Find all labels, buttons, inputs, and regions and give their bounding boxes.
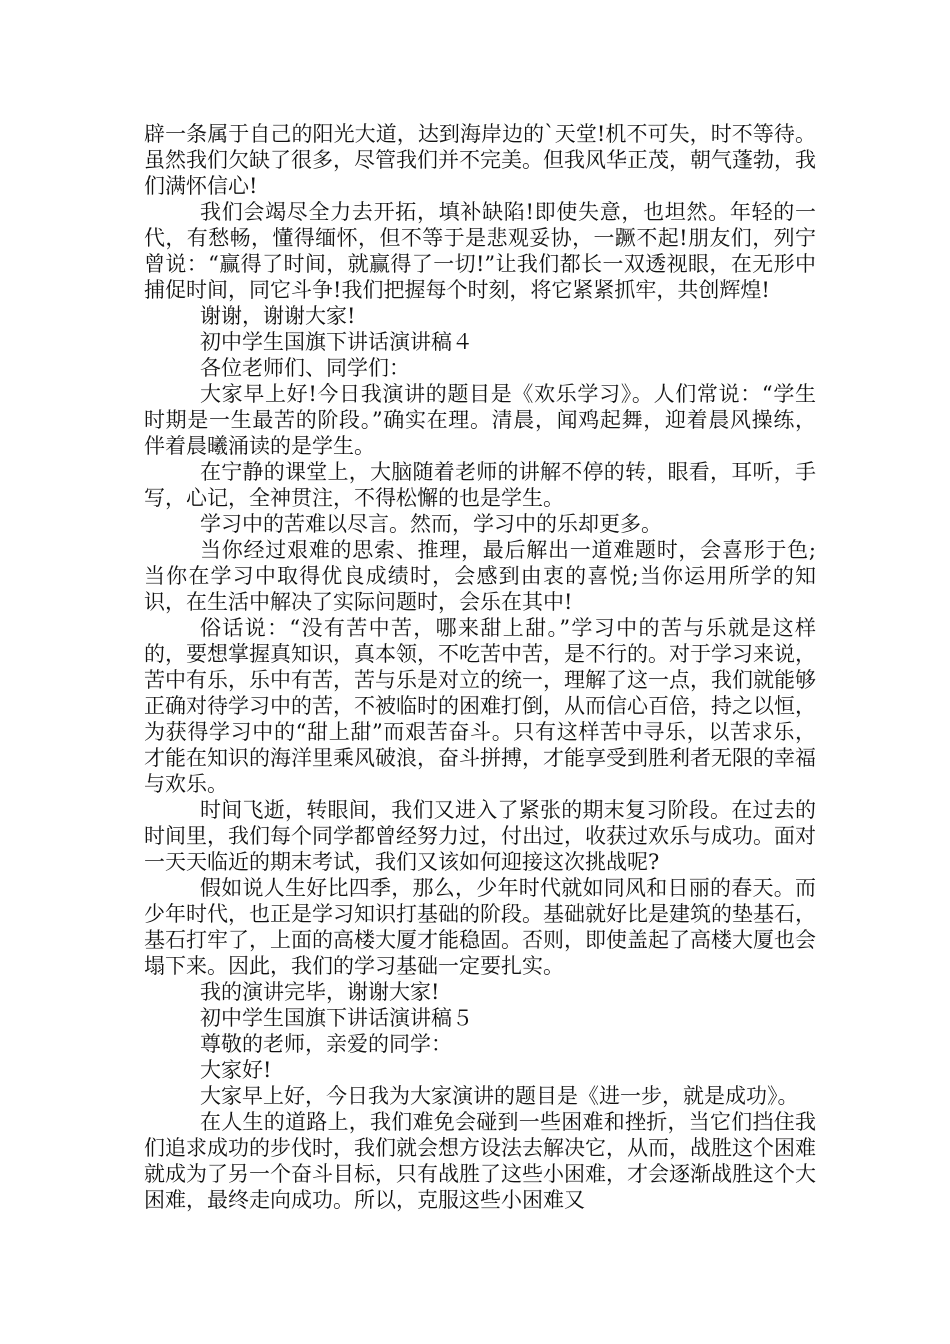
paragraph: 时间飞逝，转眼间，我们又进入了紧张的期末复习阶段。在过去的时间里，我们每个同学都曾经努力过，付出过，收获过欢乐与成功。面对一天天临近的期末考试，我们又该如何迎接这次挑战呢? <box>144 798 816 874</box>
closing-thanks: 我的演讲完毕，谢谢大家! <box>200 980 440 1004</box>
paragraph: 学习中的苦难以尽言。然而，学习中的乐却更多。 <box>200 512 662 536</box>
paragraph: 当你经过艰难的思索、推理，最后解出一道难题时，会喜形于色;当你在学习中取得优良成绩时，会感到由衷的喜悦;当你运用所学的知识，在生活中解决了实际问题时，会乐在其中! <box>144 538 816 614</box>
paragraph: 大家早上好!今日我演讲的题目是《欢乐学习》。人们常说：“学生时期是一生最苦的阶段。”确实在理。清晨，闻鸡起舞，迎着晨风操练，伴着晨曦涌读的是学生。 <box>144 382 816 458</box>
paragraph: 我们会竭尽全力去开拓，填补缺陷!即使失意，也坦然。年轻的一代，有愁畅，懂得缅怀，但不等于是悲观妥协，一蹶不起!朋友们，列宁曾说：“赢得了时间，就赢得了一切!”让我们都长一双透视眼，在无形中捕促时间，同它斗争!我们把握每个时刻，将它紧紧抓牢，共创辉煌! <box>144 200 816 302</box>
salutation: 各位老师们、同学们： <box>200 356 410 380</box>
speech-text-body <box>144 121 816 1213</box>
speech-title-4: 初中学生国旗下讲话演讲稿４ <box>200 330 473 354</box>
paragraph: 假如说人生好比四季，那么，少年时代就如同风和日丽的春天。而少年时代，也正是学习知识打基础的阶段。基础就好比是建筑的垫基石，基石打牢了，上面的高楼大厦才能稳固。否则，即使盖起了高楼大厦也会塌下来。因此，我们的学习基础一定要扎实。 <box>144 876 816 978</box>
greeting: 大家好! <box>200 1058 272 1082</box>
paragraph-continued: 辟一条属于自己的阳光大道，达到海岸边的`天堂!机不可失，时不等待。虽然我们欠缺了很多，尽管我们并不完美。但我风华正茂，朝气蓬勃，我们满怀信心! <box>144 122 816 198</box>
closing-thanks: 谢谢，谢谢大家! <box>200 304 356 328</box>
paragraph: 在人生的道路上，我们难免会碰到一些困难和挫折，当它们挡住我们追求成功的步伐时，我们就会想方设法去解决它，从而，战胜这个困难就成为了另一个奋斗目标，只有战胜了这些小困难，才会逐渐战胜这个大困难，最终走向成功。所以，克服这些小困难又 <box>144 1110 816 1212</box>
paragraph: 俗话说：“没有苦中苦，哪来甜上甜。”学习中的苦与乐就是这样的，要想掌握真知识，真本领，不吃苦中苦，是不行的。对于学习来说，苦中有乐，乐中有苦，苦与乐是对立的统一，理解了这一点，我们就能够正确对待学习中的苦，不被临时的困难打倒，从而信心百倍，持之以恒，为获得学习中的“甜上甜”而艰苦奋斗。只有这样苦中寻乐，以苦求乐，才能在知识的海洋里乘风破浪，奋斗拼搏，才能享受到胜利者无限的幸福与欢乐。 <box>144 616 816 796</box>
salutation: 尊敬的老师，亲爱的同学： <box>200 1032 452 1056</box>
speech-title-5: 初中学生国旗下讲话演讲稿５ <box>200 1006 473 1030</box>
paragraph: 在宁静的课堂上，大脑随着老师的讲解不停的转，眼看，耳听，手写，心记，全神贯注，不得松懈的也是学生。 <box>144 460 816 510</box>
paragraph: 大家早上好，今日我为大家演讲的题目是《进一步，就是成功》。 <box>200 1084 799 1108</box>
